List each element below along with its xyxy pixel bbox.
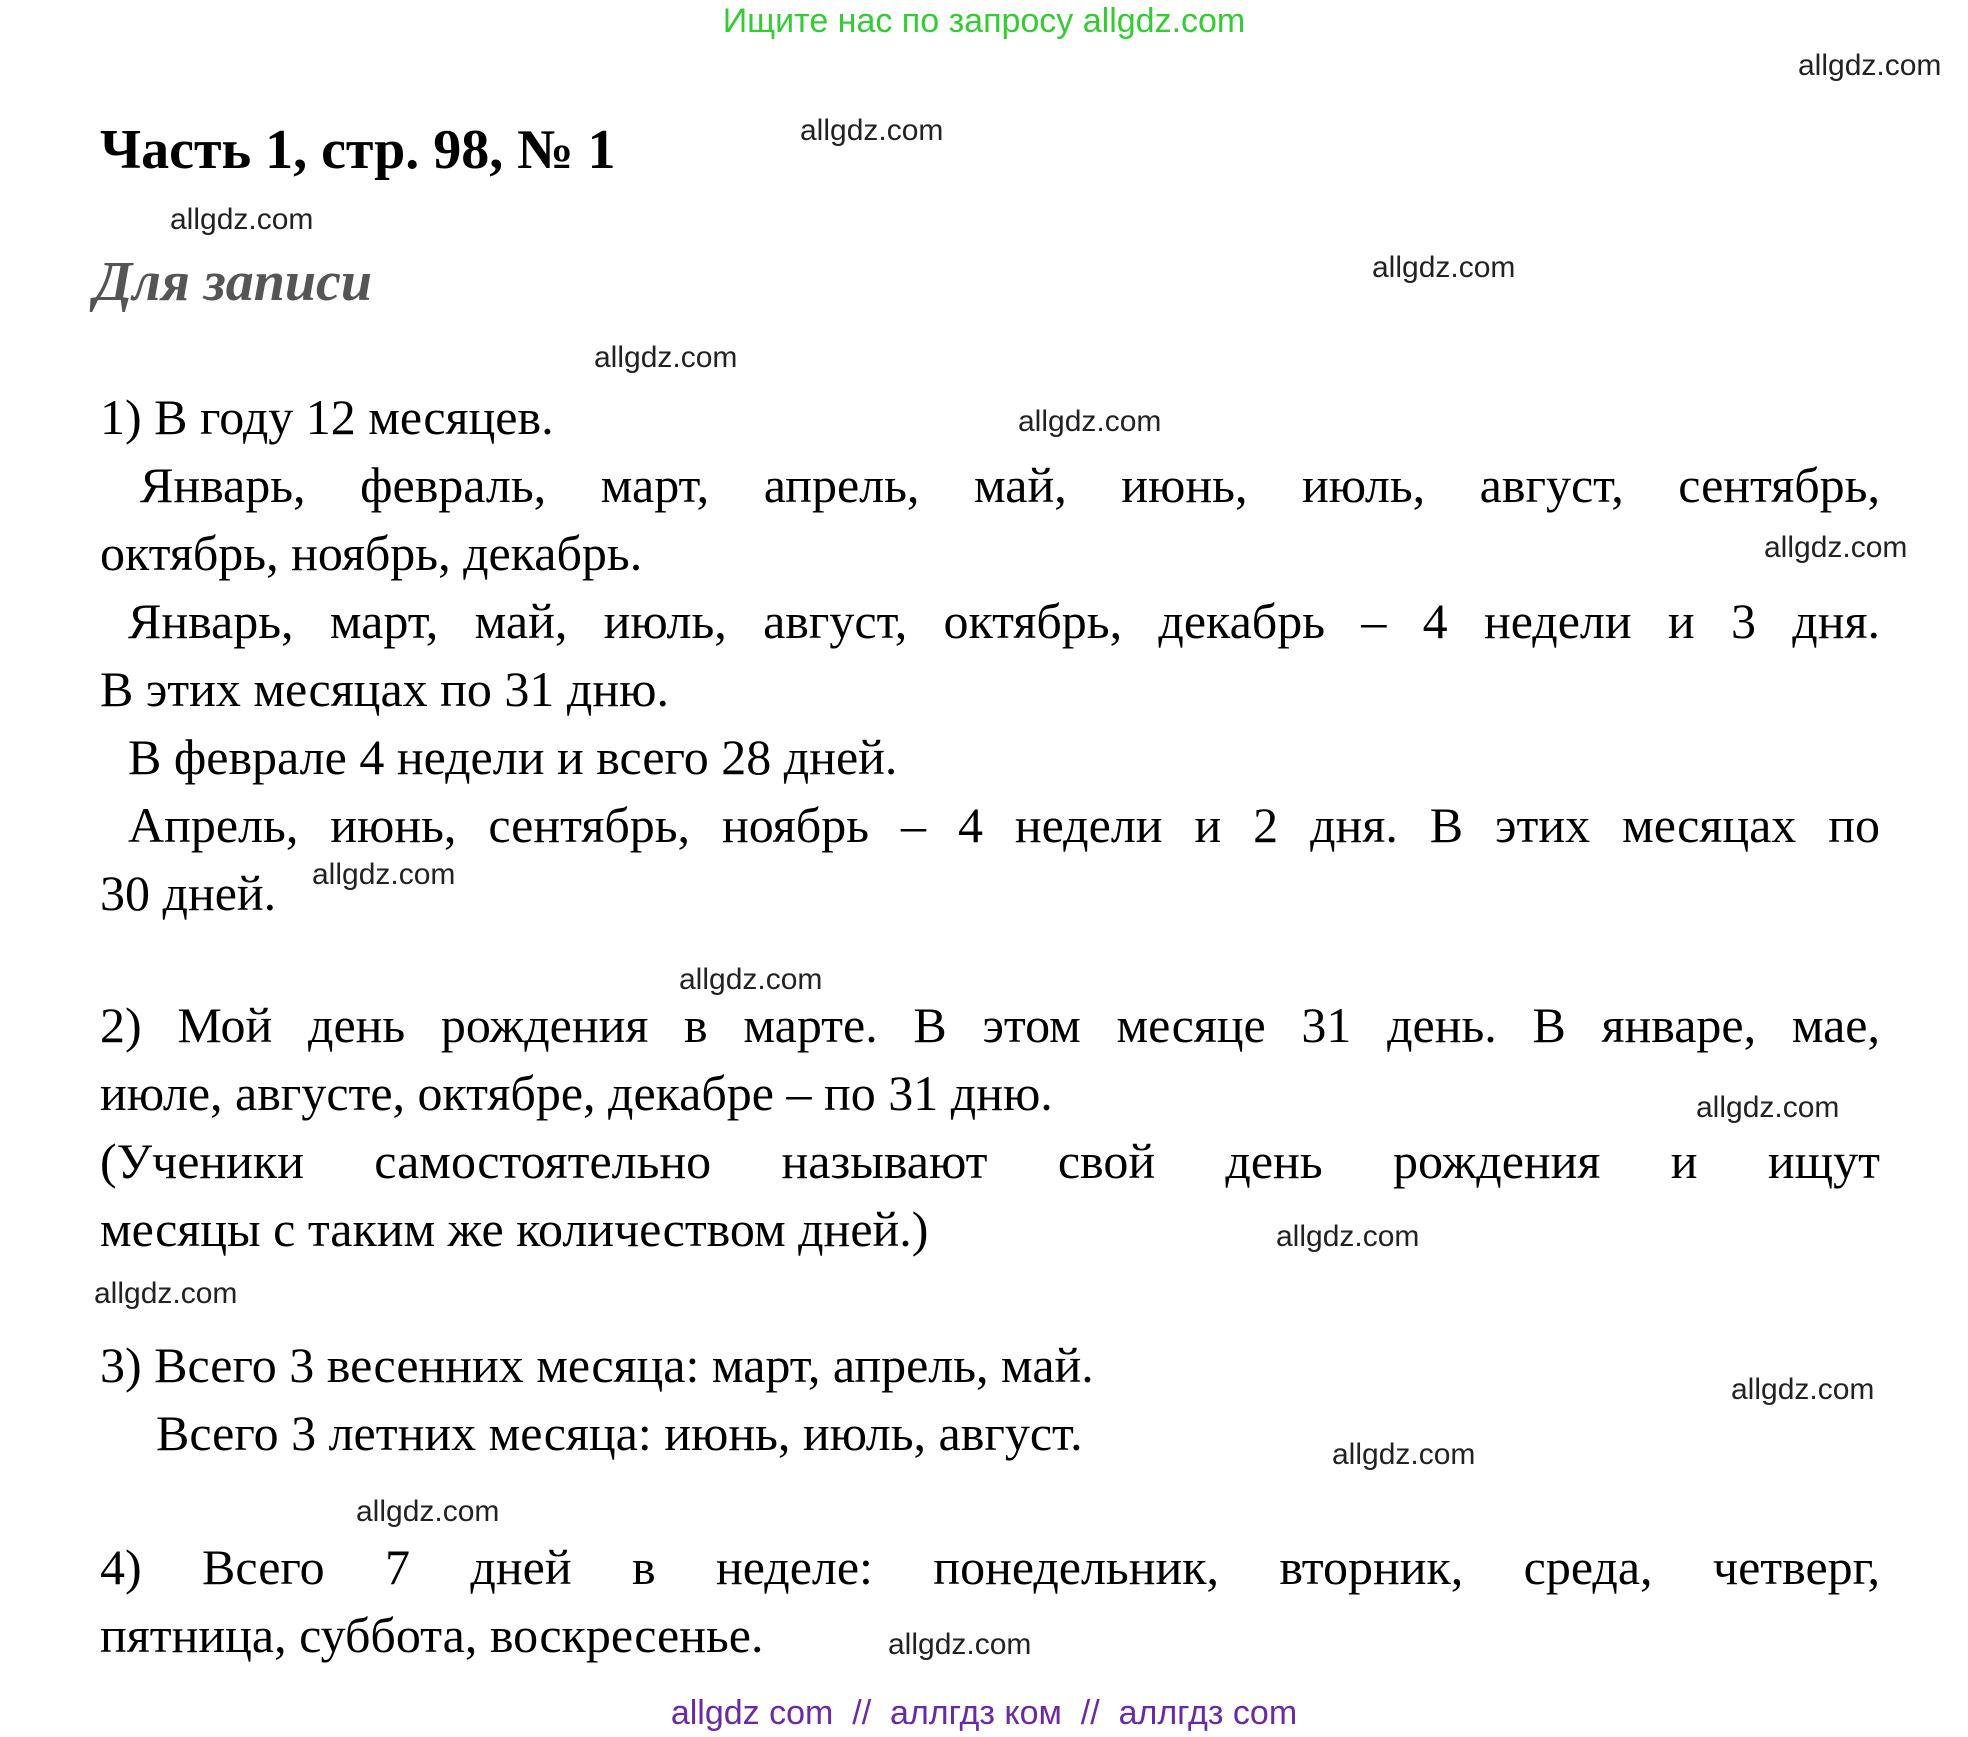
text-line: пятница, суббота, воскресенье. [100, 1607, 764, 1663]
watermark: allgdz.com [800, 114, 944, 147]
text-line: месяцы с таким же количеством дней.) [100, 1201, 929, 1257]
watermark: allgdz.com [1764, 531, 1908, 564]
search-banner: Ищите нас по запросу allgdz.com [722, 2, 1246, 40]
watermark: allgdz.com [1372, 251, 1516, 284]
answer-section-1 [100, 383, 1880, 927]
text-line: 4) Всего 7 дней в неделе: понедельник, вторник, среда, четверг, [100, 1539, 1880, 1595]
page-title: Часть 1, стр. 98, № 1 [100, 119, 616, 181]
watermark: allgdz.com [1798, 49, 1942, 82]
text-line: Январь, март, май, июль, август, октябрь, декабрь – 4 недели и 3 дня. [128, 593, 1880, 649]
text-line: 30 дней. [100, 865, 277, 921]
watermark: allgdz.com [312, 858, 456, 891]
text-line: 3) Всего 3 весенних месяца: март, апрель, май. [100, 1337, 1094, 1393]
watermark: allgdz.com [1276, 1220, 1420, 1253]
watermark: allgdz.com [1332, 1438, 1476, 1471]
text-line: В этих месяцах по 31 дню. [100, 661, 669, 717]
text-line: 1) В году 12 месяцев. [100, 389, 554, 445]
footer-links: allgdz com // аллгдз ком // аллгдз com [670, 1694, 1298, 1732]
text-line: 2) Мой день рождения в марте. В этом месяце 31 день. В январе, мае, [100, 997, 1880, 1053]
text-line: июле, августе, октябре, декабре – по 31 дню. [100, 1065, 1053, 1121]
watermark: allgdz.com [594, 341, 738, 374]
watermark: allgdz.com [1696, 1091, 1840, 1124]
text-line: (Ученики самостоятельно называют свой день рождения и ищут [100, 1133, 1880, 1189]
section-subtitle: Для записи [94, 251, 372, 313]
text-line: октябрь, ноябрь, декабрь. [100, 525, 643, 581]
watermark: allgdz.com [94, 1277, 238, 1310]
watermark: allgdz.com [679, 963, 823, 996]
watermark: allgdz.com [170, 203, 314, 236]
text-line: Всего 3 летних месяца: июнь, июль, август. [156, 1405, 1083, 1461]
text-line: Январь, февраль, март, апрель, май, июнь, июль, август, сентябрь, [140, 457, 1880, 513]
text-line: В феврале 4 недели и всего 28 дней. [128, 729, 898, 785]
answer-section-3 [100, 1331, 1880, 1467]
answer-section-2 [100, 991, 1880, 1263]
watermark: allgdz.com [888, 1628, 1032, 1661]
text-line: Апрель, июнь, сентябрь, ноябрь – 4 недели и 2 дня. В этих месяцах по [128, 797, 1880, 853]
watermark: allgdz.com [1731, 1373, 1875, 1406]
watermark: allgdz.com [1018, 405, 1162, 438]
watermark: allgdz.com [356, 1495, 500, 1528]
